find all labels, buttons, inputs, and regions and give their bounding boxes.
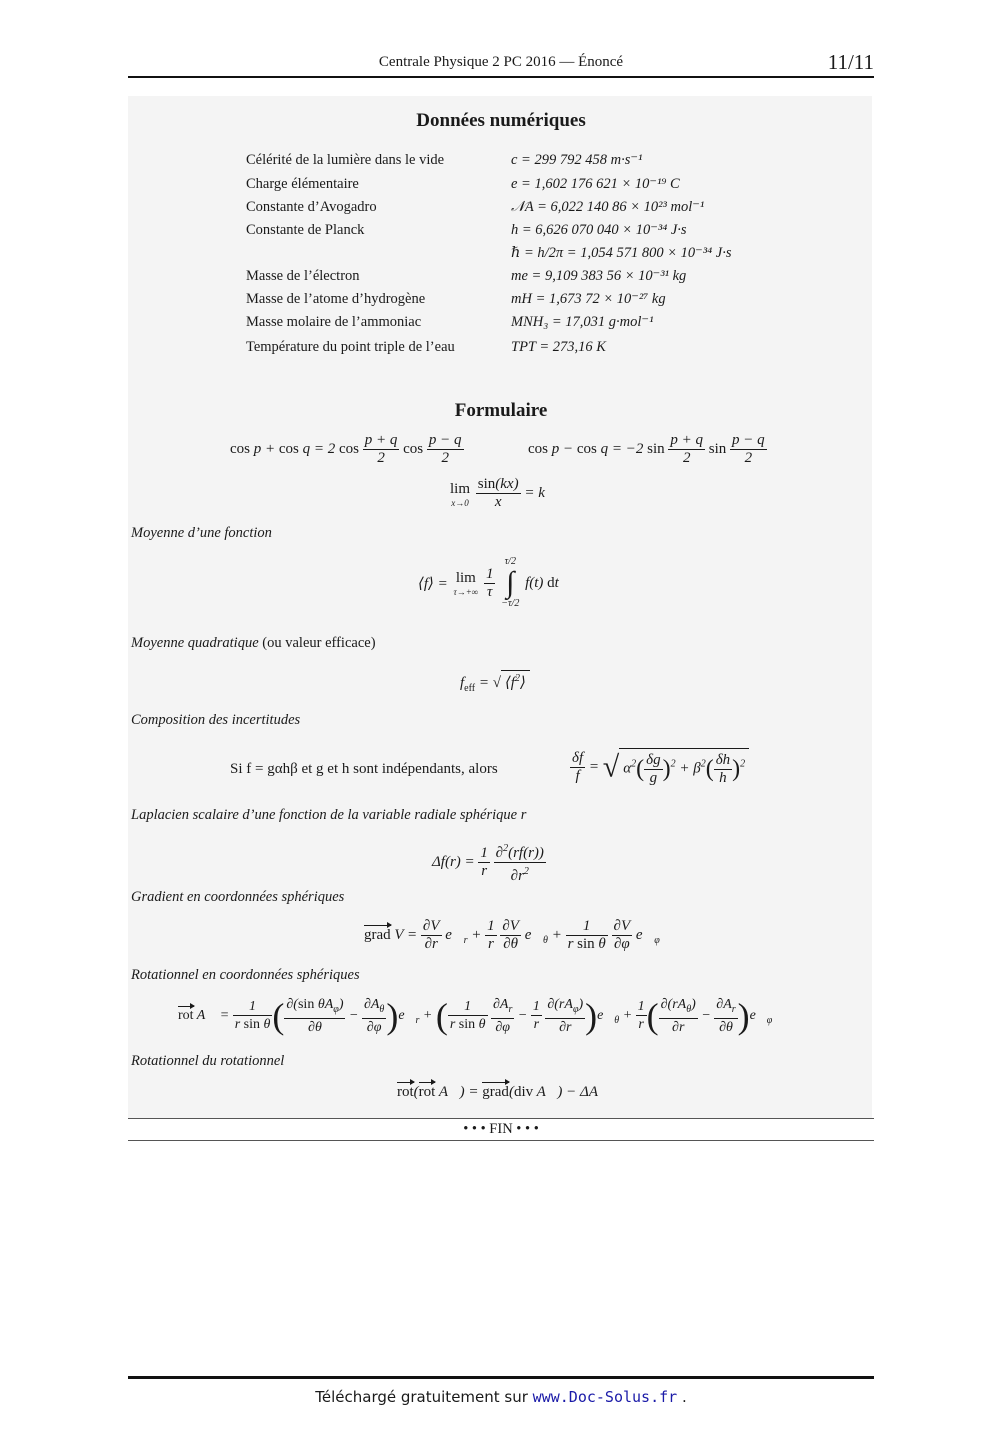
- const-value: h = 6,626 070 040 × 10⁻³⁴ J·s: [511, 222, 687, 238]
- incert-condition: Si f = gαhβ et g et h sont indépendants, alors: [230, 761, 498, 777]
- const-label: Température du point triple de l’eau: [246, 339, 455, 355]
- section-rotrot: Rotationnel du rotationnel: [131, 1053, 285, 1069]
- footer-end: .: [677, 1388, 687, 1406]
- const-label: Célérité de la lumière dans le vide: [246, 152, 445, 168]
- section-quadratique: [131, 635, 376, 652]
- const-value: MNH₃ = 17,031 g·mol⁻¹: [511, 314, 654, 330]
- fin-rule-top: [128, 1118, 874, 1119]
- formula-rotrot: rot(rot A⃗) = grad(div A⃗) − ΔA⃗: [397, 1084, 610, 1100]
- const-label: Charge élémentaire: [246, 176, 359, 192]
- footer-text: Téléchargé gratuitement sur: [315, 1388, 533, 1406]
- page-number: 11/11: [827, 50, 874, 74]
- const-label: Constante d’Avogadro: [246, 199, 377, 215]
- const-value: mH = 1,673 72 × 10⁻²⁷ kg: [511, 291, 666, 307]
- section-rotationnel: Rotationnel en coordonnées sphériques: [131, 967, 360, 983]
- formula-incertitude: $\frac{\delta f}{f}$ = √ $\alpha^2$( $\frac{\delta g}{g}$ )$^2 + \beta^2$( $\frac{\delta h}{h}$ )$^2$: [570, 748, 749, 787]
- const-label: Masse molaire de l’ammoniac: [246, 314, 422, 330]
- section-moyenne: Moyenne d’une fonction: [131, 525, 272, 541]
- footer-rule: [128, 1376, 874, 1379]
- const-value: ℏ = h/2π = 1,054 571 800 × 10⁻³⁴ J·s: [511, 245, 732, 261]
- footer: [128, 1388, 874, 1406]
- const-value: c = 299 792 458 m·s⁻¹: [511, 152, 643, 168]
- const-label: Masse de l’atome d’hydrogène: [246, 291, 426, 307]
- formula-laplacien: Δf(r) = $\frac{1}{r}$ $\frac{\partial^2(rf(r))}{\partial r^2}$: [432, 840, 546, 885]
- const-value: 𝒩A = 6,022 140 86 × 10²³ mol⁻¹: [511, 199, 705, 215]
- section-incertitudes: Composition des incertitudes: [131, 712, 301, 728]
- header-rule: [128, 76, 874, 78]
- footer-link[interactable]: www.Doc-Solus.fr: [532, 1388, 678, 1406]
- formulaire-heading: Formulaire: [454, 400, 548, 421]
- formula-limit: lim x→0 $\frac{\sin(kx)}{x}$ = k: [450, 476, 545, 510]
- formula-gradient: grad V = $\frac{\partial V}{\partial r}$ $e⃗_r$ + $\frac{1}{r}$ $\frac{\partial V}{\partial\theta}$ $e⃗_\theta$ + $\frac{1}{\text{r sin θ}}$ $\frac{\partial V}{\partial\varphi}$ $e⃗_\varphi$: [364, 918, 660, 952]
- running-header: Centrale Physique 2 PC 2016 — Énoncé: [378, 54, 624, 70]
- quad-italic: Moyenne quadratique: [131, 635, 259, 651]
- const-label: Masse de l’électron: [246, 268, 360, 284]
- formula-rotationnel: rot A⃗ = $\frac{1}{\text{r sin θ}}$ ( $\frac{\partial(\sin \theta A_\varphi)}{\partial\theta}$ − $\frac{\partial A_\theta}{\partial\varphi}$ )$e⃗_r$ + ( $\frac{1}{\text{r sin θ}}$ $\frac{\partial A_r}{\partial\varphi}$ − $\frac{1}{r}$ $\frac{\partial(rA_\varphi)}{\partial r}$ )$e⃗_\theta$ + $\frac{1}{r}$ ( $\frac{\partial(rA_\theta)}{\partial r}$ − $\frac{\partial A_r}{\partial\theta}$ )$e⃗_\varphi$: [178, 995, 773, 1036]
- formula-feff: $f_{eff}$ = √ $⟨f^2⟩$: [460, 670, 530, 694]
- formula-mean: ⟨f⟩ = lim τ→+∞ $\frac{1}{\tau}$ τ/2 ∫ −τ/2 f(t) dt: [418, 556, 559, 609]
- formula-cos-sum: cos p + cos q = 2 cos $\frac{p + q}{2}$ cos $\frac{p - q}{2}$: [230, 432, 462, 466]
- donnees-heading: Données numériques: [416, 110, 586, 131]
- formula-cos-diff: cos p − cos q = −2 sin $\frac{p + q}{2}$ sin $\frac{p - q}{2}$: [528, 432, 765, 466]
- fin-rule-bottom: [128, 1140, 874, 1141]
- section-gradient: Gradient en coordonnées sphériques: [131, 889, 345, 905]
- const-label: Constante de Planck: [246, 222, 365, 238]
- const-value: TPT = 273,16 K: [511, 339, 606, 355]
- const-value: me = 9,109 383 56 × 10⁻³¹ kg: [511, 268, 687, 284]
- const-value: e = 1,602 176 621 × 10⁻¹⁹ C: [511, 176, 680, 192]
- section-laplacien: Laplacien scalaire d’une fonction de la variable radiale sphérique r: [131, 807, 527, 823]
- fin-marker: • • • FIN • • •: [463, 1121, 539, 1137]
- quad-plain: (ou valeur efficace): [258, 635, 376, 651]
